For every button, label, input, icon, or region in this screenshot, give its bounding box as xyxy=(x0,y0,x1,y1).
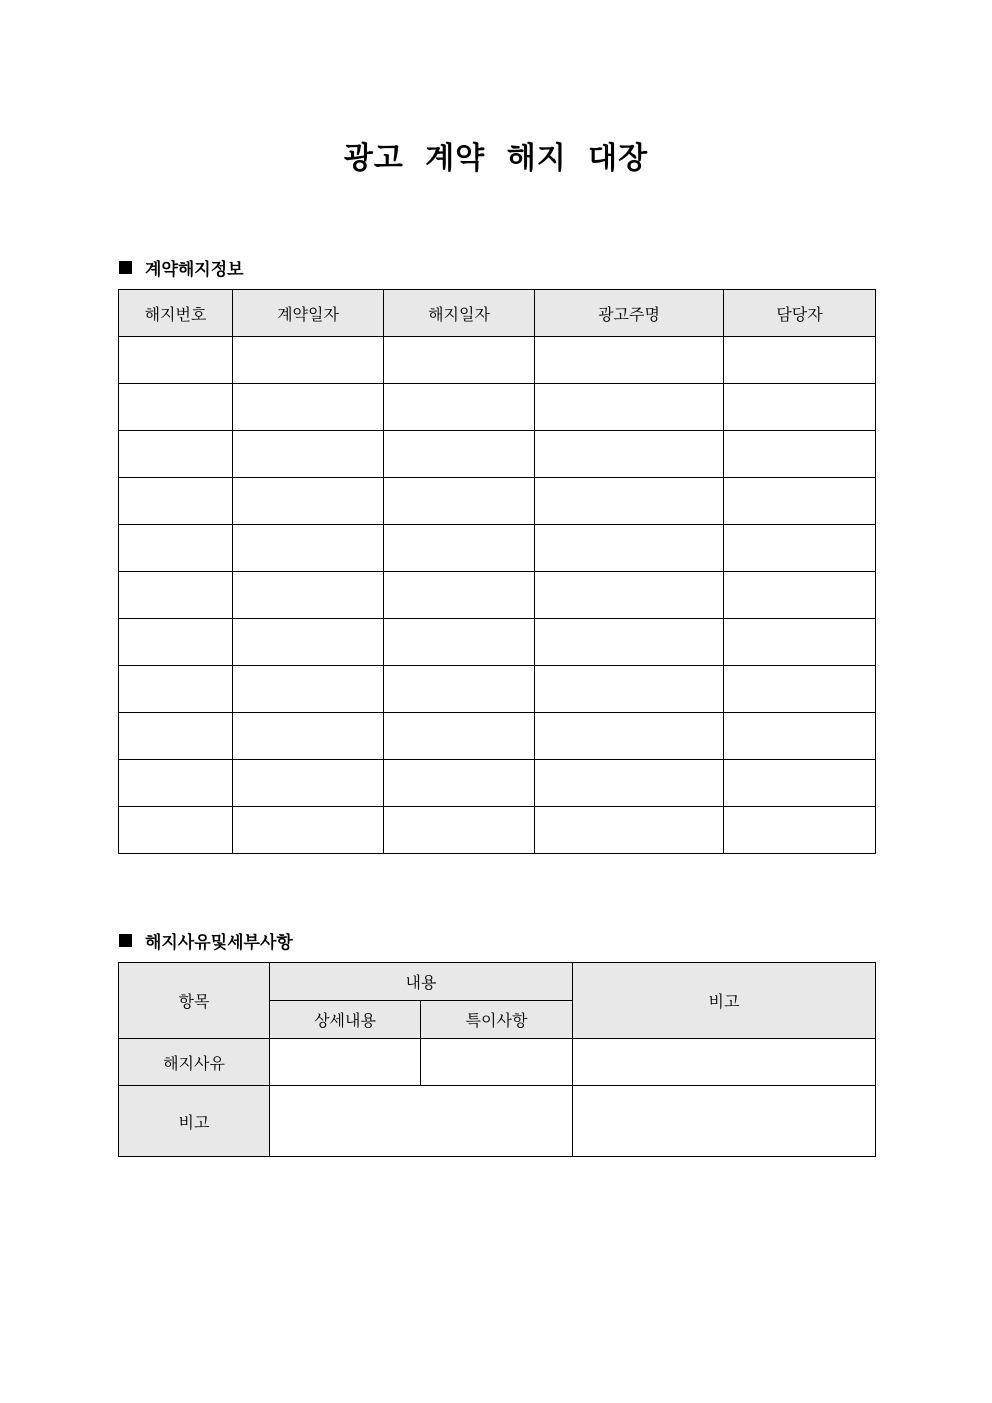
table-row xyxy=(119,478,876,525)
termination-date-cell[interactable] xyxy=(384,666,535,713)
header-advertiser-name: 광고주명 xyxy=(535,290,724,337)
termination-number-cell[interactable] xyxy=(119,807,233,854)
contract-date-cell[interactable] xyxy=(233,431,384,478)
advertiser-name-cell[interactable] xyxy=(535,478,724,525)
contract-date-cell[interactable] xyxy=(233,807,384,854)
table-row xyxy=(119,337,876,384)
table-row xyxy=(119,619,876,666)
person-in-charge-cell[interactable] xyxy=(724,525,876,572)
note-remark-cell[interactable] xyxy=(573,1086,876,1157)
table-header-row xyxy=(119,290,876,337)
person-in-charge-cell[interactable] xyxy=(724,384,876,431)
square-bullet-icon xyxy=(119,261,132,274)
termination-number-cell[interactable] xyxy=(119,760,233,807)
header-content: 내용 xyxy=(270,963,573,1001)
section-heading-label: 계약해지정보 xyxy=(145,260,244,280)
termination-number-cell[interactable] xyxy=(119,431,233,478)
person-in-charge-cell[interactable] xyxy=(724,760,876,807)
page-title: 광고 계약 해지 대장 xyxy=(343,141,649,176)
contract-date-cell[interactable] xyxy=(233,760,384,807)
section-heading-contract-termination xyxy=(119,255,244,280)
termination-info-table xyxy=(118,289,876,854)
header-special: 특이사항 xyxy=(421,1001,573,1039)
termination-date-cell[interactable] xyxy=(384,713,535,760)
termination-date-cell[interactable] xyxy=(384,431,535,478)
header-detail: 상세내용 xyxy=(270,1001,421,1039)
termination-date-cell[interactable] xyxy=(384,572,535,619)
termination-date-cell[interactable] xyxy=(384,525,535,572)
person-in-charge-cell[interactable] xyxy=(724,666,876,713)
termination-date-cell[interactable] xyxy=(384,478,535,525)
table-row xyxy=(119,713,876,760)
table-row xyxy=(119,807,876,854)
termination-date-cell[interactable] xyxy=(384,337,535,384)
reason-special-cell[interactable] xyxy=(421,1039,573,1086)
section-heading-reason-details xyxy=(119,928,293,953)
person-in-charge-cell[interactable] xyxy=(724,431,876,478)
reason-details-table xyxy=(118,962,876,1157)
contract-date-cell[interactable] xyxy=(233,619,384,666)
advertiser-name-cell[interactable] xyxy=(535,384,724,431)
table-row-reason xyxy=(119,1039,876,1086)
row-label-note: 비고 xyxy=(119,1086,270,1157)
termination-date-cell[interactable] xyxy=(384,760,535,807)
termination-number-cell[interactable] xyxy=(119,525,233,572)
contract-date-cell[interactable] xyxy=(233,713,384,760)
note-content-cell[interactable] xyxy=(270,1086,573,1157)
termination-number-cell[interactable] xyxy=(119,478,233,525)
header-note: 비고 xyxy=(573,963,876,1039)
person-in-charge-cell[interactable] xyxy=(724,713,876,760)
table-row xyxy=(119,572,876,619)
header-termination-date: 해지일자 xyxy=(384,290,535,337)
advertiser-name-cell[interactable] xyxy=(535,525,724,572)
contract-date-cell[interactable] xyxy=(233,384,384,431)
advertiser-name-cell[interactable] xyxy=(535,431,724,478)
advertiser-name-cell[interactable] xyxy=(535,619,724,666)
advertiser-name-cell[interactable] xyxy=(535,760,724,807)
table-row xyxy=(119,760,876,807)
person-in-charge-cell[interactable] xyxy=(724,337,876,384)
person-in-charge-cell[interactable] xyxy=(724,478,876,525)
termination-date-cell[interactable] xyxy=(384,384,535,431)
advertiser-name-cell[interactable] xyxy=(535,807,724,854)
table-header-row xyxy=(119,963,876,1001)
contract-date-cell[interactable] xyxy=(233,478,384,525)
contract-date-cell[interactable] xyxy=(233,572,384,619)
termination-number-cell[interactable] xyxy=(119,384,233,431)
header-person-in-charge: 담당자 xyxy=(724,290,876,337)
advertiser-name-cell[interactable] xyxy=(535,572,724,619)
square-bullet-icon xyxy=(119,934,132,947)
row-label-reason: 해지사유 xyxy=(119,1039,270,1086)
person-in-charge-cell[interactable] xyxy=(724,807,876,854)
advertiser-name-cell[interactable] xyxy=(535,713,724,760)
contract-date-cell[interactable] xyxy=(233,337,384,384)
contract-date-cell[interactable] xyxy=(233,666,384,713)
contract-date-cell[interactable] xyxy=(233,525,384,572)
table-row xyxy=(119,431,876,478)
termination-date-cell[interactable] xyxy=(384,619,535,666)
table-row-note xyxy=(119,1086,876,1157)
table-row xyxy=(119,666,876,713)
header-contract-date: 계약일자 xyxy=(233,290,384,337)
header-item: 항목 xyxy=(119,963,270,1039)
termination-number-cell[interactable] xyxy=(119,572,233,619)
termination-number-cell[interactable] xyxy=(119,666,233,713)
advertiser-name-cell[interactable] xyxy=(535,337,724,384)
advertiser-name-cell[interactable] xyxy=(535,666,724,713)
termination-number-cell[interactable] xyxy=(119,619,233,666)
person-in-charge-cell[interactable] xyxy=(724,572,876,619)
reason-note-cell[interactable] xyxy=(573,1039,876,1086)
header-termination-number: 해지번호 xyxy=(119,290,233,337)
termination-number-cell[interactable] xyxy=(119,337,233,384)
termination-number-cell[interactable] xyxy=(119,713,233,760)
section-heading-label: 해지사유및세부사항 xyxy=(145,933,293,953)
person-in-charge-cell[interactable] xyxy=(724,619,876,666)
termination-info-body xyxy=(119,337,876,854)
termination-date-cell[interactable] xyxy=(384,807,535,854)
reason-detail-cell[interactable] xyxy=(270,1039,421,1086)
table-row xyxy=(119,525,876,572)
table-row xyxy=(119,384,876,431)
